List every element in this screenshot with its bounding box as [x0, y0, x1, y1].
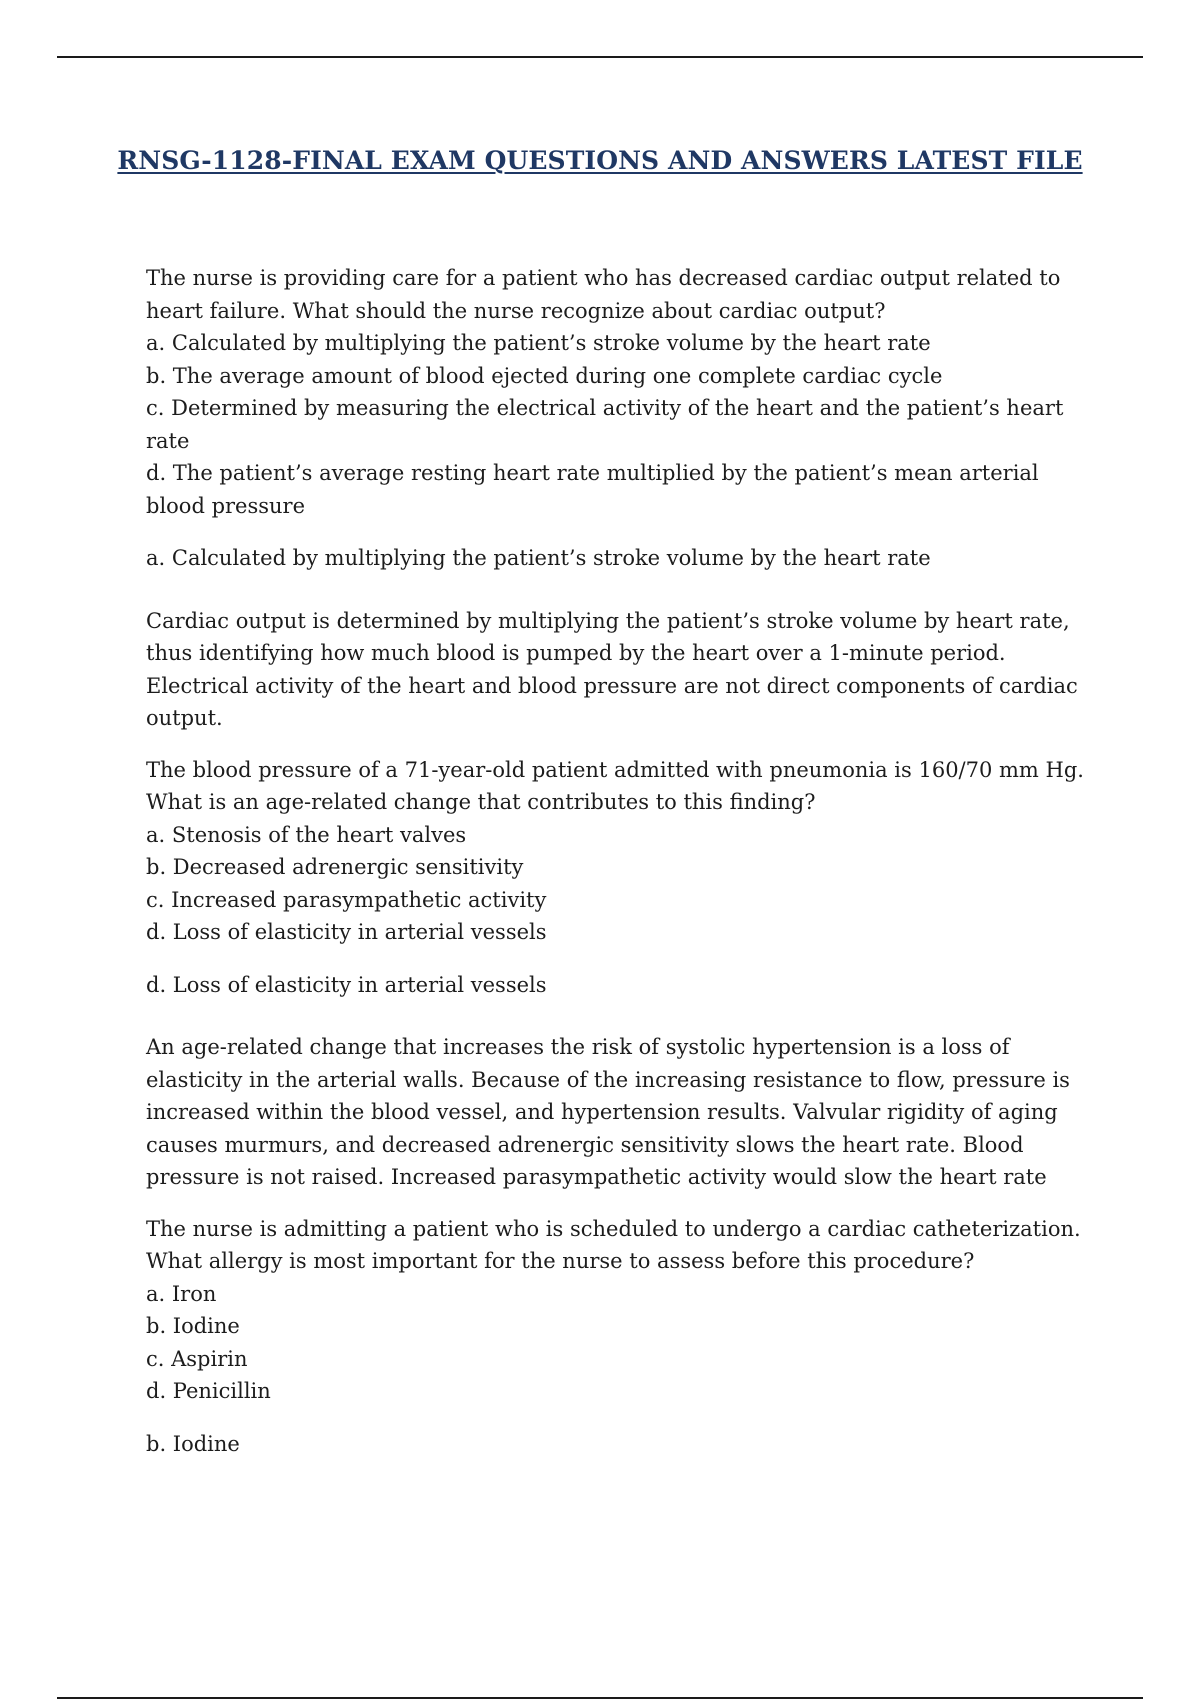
option-c: c. Determined by measuring the electrical activity of the heart and the patient’s heart rate: [146, 396, 1064, 453]
option-b: b. Decreased adrenergic sensitivity: [146, 855, 524, 879]
option-a: a. Stenosis of the heart valves: [146, 822, 467, 847]
question-2: [146, 754, 1096, 1194]
answer: d. Loss of elasticity in arterial vessels: [146, 972, 547, 997]
option-d: d. Loss of elasticity in arterial vessels: [146, 920, 547, 944]
footer-rule: [57, 1697, 1143, 1699]
option-b: b. The average amount of blood ejected during one complete cardiac cycle: [146, 363, 943, 388]
option-d: d. Penicillin: [146, 1379, 271, 1403]
question-options: [146, 327, 1096, 522]
question-stem: The nurse is admitting a patient who is scheduled to undergo a cardiac catheterization. What allergy is most important for the nurse to assess before this procedure?: [146, 1216, 1081, 1273]
question-stem: The nurse is providing care for a patient who has decreased cardiac output related to heart failure. What should the nurse recognize about cardiac output?: [146, 266, 1061, 323]
header-rule: [57, 56, 1143, 58]
answer: a. Calculated by multiplying the patient’s stroke volume by the heart rate: [146, 546, 931, 570]
document-title: RNSG-1128-FINAL EXAM QUESTIONS AND ANSWERS LATEST FILE: [117, 146, 1083, 175]
option-d: d. The patient’s average resting heart rate multiplied by the patient’s mean arterial blood pressure: [146, 461, 1039, 518]
document-body: [146, 262, 1096, 1460]
option-c: c. Aspirin: [146, 1346, 248, 1371]
question-3: [146, 1213, 1096, 1461]
question-options: [146, 819, 1096, 949]
question-1: [146, 262, 1096, 735]
option-a: a. Iron: [146, 1281, 217, 1306]
option-b: b. Iodine: [146, 1314, 240, 1338]
answer: b. Iodine: [146, 1431, 240, 1456]
option-a: a. Calculated by multiplying the patient’s stroke volume by the heart rate: [146, 331, 931, 355]
rationale: An age-related change that increases the risk of systolic hypertension is a loss of elasticity in the arterial walls. Because of the increasing resistance to flow, pressure is increased within the blood vessel, and hypertension results. Valvular rigidity of aging causes murmurs, and decreased adrenergic sensitivity slows the heart rate. Blood pressure is not raised. Increased parasympathetic activity would slow the heart rate: [146, 1035, 1070, 1189]
option-c: c. Increased parasympathetic activity: [146, 887, 547, 912]
question-options: [146, 1278, 1096, 1408]
question-stem: The blood pressure of a 71-year-old patient admitted with pneumonia is 160/70 mm Hg. What is an age-related change that contributes to this finding?: [146, 757, 1084, 814]
rationale: Cardiac output is determined by multiplying the patient’s stroke volume by heart rate, thus identifying how much blood is pumped by the heart over a 1-minute period. Electrical activity of the heart and blood pressure are not direct components of cardiac output.: [146, 608, 1078, 730]
